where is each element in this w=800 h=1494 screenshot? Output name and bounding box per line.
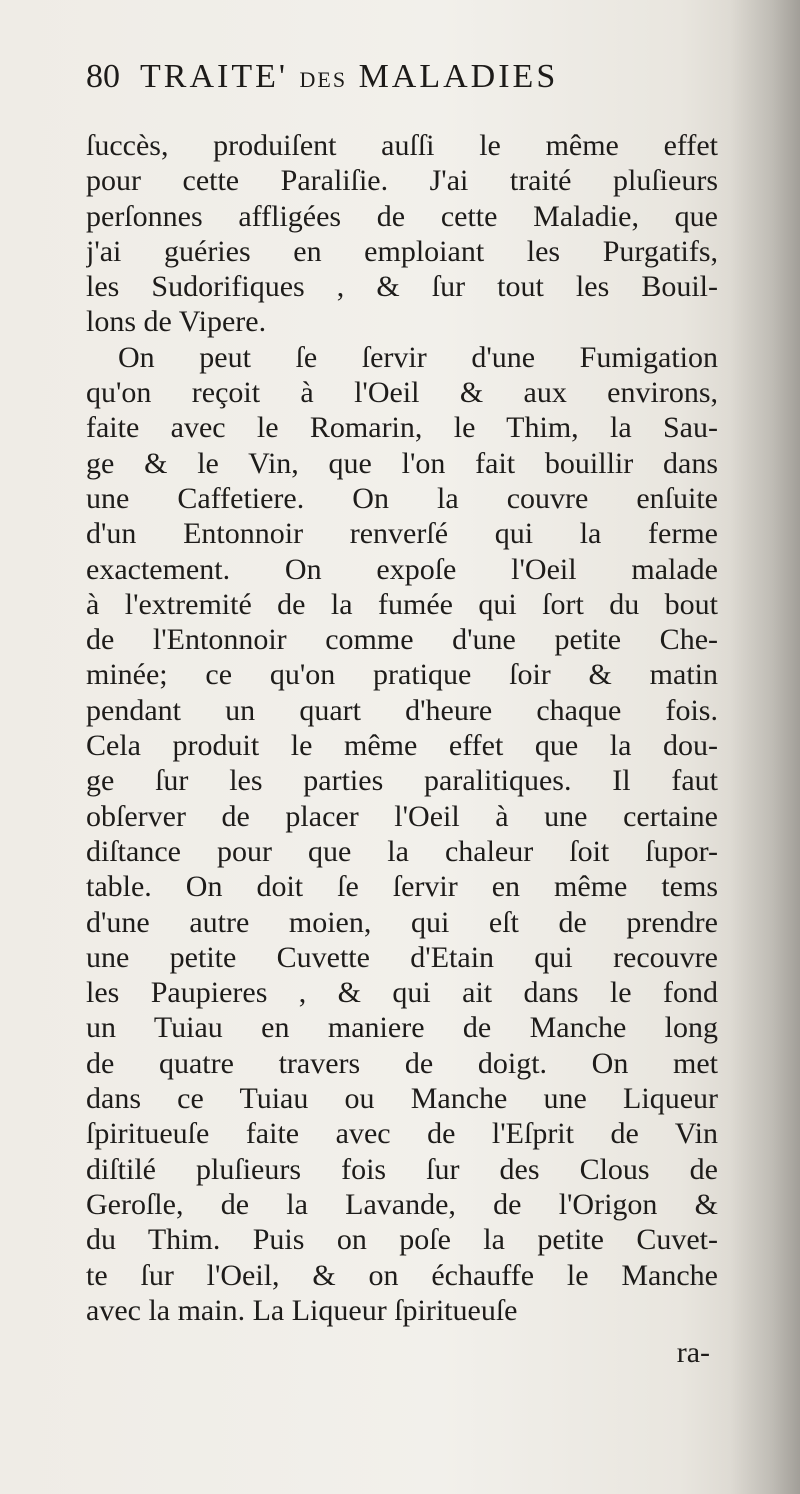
text-line: diſtilé pluſieurs fois ſur des Clous de <box>86 1152 718 1186</box>
text-line: table. On doit ſe ſervir en même tems <box>86 870 718 904</box>
text-line: à l'extremité de la fumée qui ſort du bout <box>86 587 718 621</box>
text-line: du Thim. Puis on poſe la petite Cuvet- <box>86 1223 718 1257</box>
text-line: ge & le Vin, que l'on fait bouillir dans <box>86 446 718 480</box>
page-number: 80 <box>86 58 120 95</box>
text-line: minée; ce qu'on pratique ſoir & matin <box>86 658 718 692</box>
body-text <box>86 128 718 1328</box>
text-line: les Paupieres , & qui ait dans le fond <box>86 976 718 1010</box>
text-line: pendant un quart d'heure chaque fois. <box>86 693 718 727</box>
gutter-shadow <box>730 0 800 1494</box>
text-line: diſtance pour que la chaleur ſoit ſupor- <box>86 834 718 868</box>
text-line: qu'on reçoit à l'Oeil & aux environs, <box>86 376 718 410</box>
text-line: Cela produit le même effet que la dou- <box>86 729 718 763</box>
text-line: faite avec le Romarin, le Thim, la Sau- <box>86 411 718 445</box>
text-line: te ſur l'Oeil, & on échauffe le Manche <box>86 1258 718 1292</box>
running-title-part2: DES <box>299 67 348 92</box>
text-line: une petite Cuvette d'Etain qui recouvre <box>86 940 718 974</box>
text-line: ſuccès, produiſent auſſi le même effet <box>86 129 718 162</box>
text-line: d'une autre moien, qui eſt de prendre <box>86 905 718 939</box>
text-line: de l'Entonnoir comme d'une petite Che- <box>86 623 718 657</box>
text-line: On peut ſe ſervir d'une Fumigation <box>118 340 718 374</box>
text-line: obſerver de placer l'Oeil à une certaine <box>86 799 718 833</box>
text-line: d'un Entonnoir renverſé qui la ferme <box>86 517 718 551</box>
text-line: exactement. On expoſe l'Oeil malade <box>86 552 718 586</box>
text-line: avec la main. La Liqueur ſpiritueuſe <box>86 1293 518 1327</box>
running-head <box>86 58 726 102</box>
text-line: pour cette Paraliſie. J'ai traité pluſieurs <box>86 164 718 198</box>
text-line: un Tuiau en maniere de Manche long <box>86 1011 718 1045</box>
page-footer <box>86 1336 718 1376</box>
text-line: lons de Vipere. <box>86 305 267 339</box>
catchword: ra- <box>676 1336 710 1369</box>
text-line: ſpiritueuſe faite avec de l'Eſprit de Vin <box>86 1117 718 1151</box>
running-title-part1: TRAITE' <box>140 58 288 95</box>
running-title-part3: MALADIES <box>358 58 559 95</box>
text-line: ge ſur les parties paralitiques. Il faut <box>86 764 718 798</box>
text-line: une Caffetiere. On la couvre enſuite <box>86 481 718 515</box>
text-line: dans ce Tuiau ou Manche une Liqueur <box>86 1082 718 1116</box>
text-line: j'ai guéries en emploiant les Purgatifs, <box>86 234 718 268</box>
text-line: les Sudorifiques , & ſur tout les Bouil- <box>86 270 718 304</box>
text-line: de quatre travers de doigt. On met <box>86 1046 718 1080</box>
text-line: Geroſle, de la Lavande, de l'Origon & <box>86 1187 718 1221</box>
text-line: perſonnes affligées de cette Maladie, que <box>86 199 718 233</box>
